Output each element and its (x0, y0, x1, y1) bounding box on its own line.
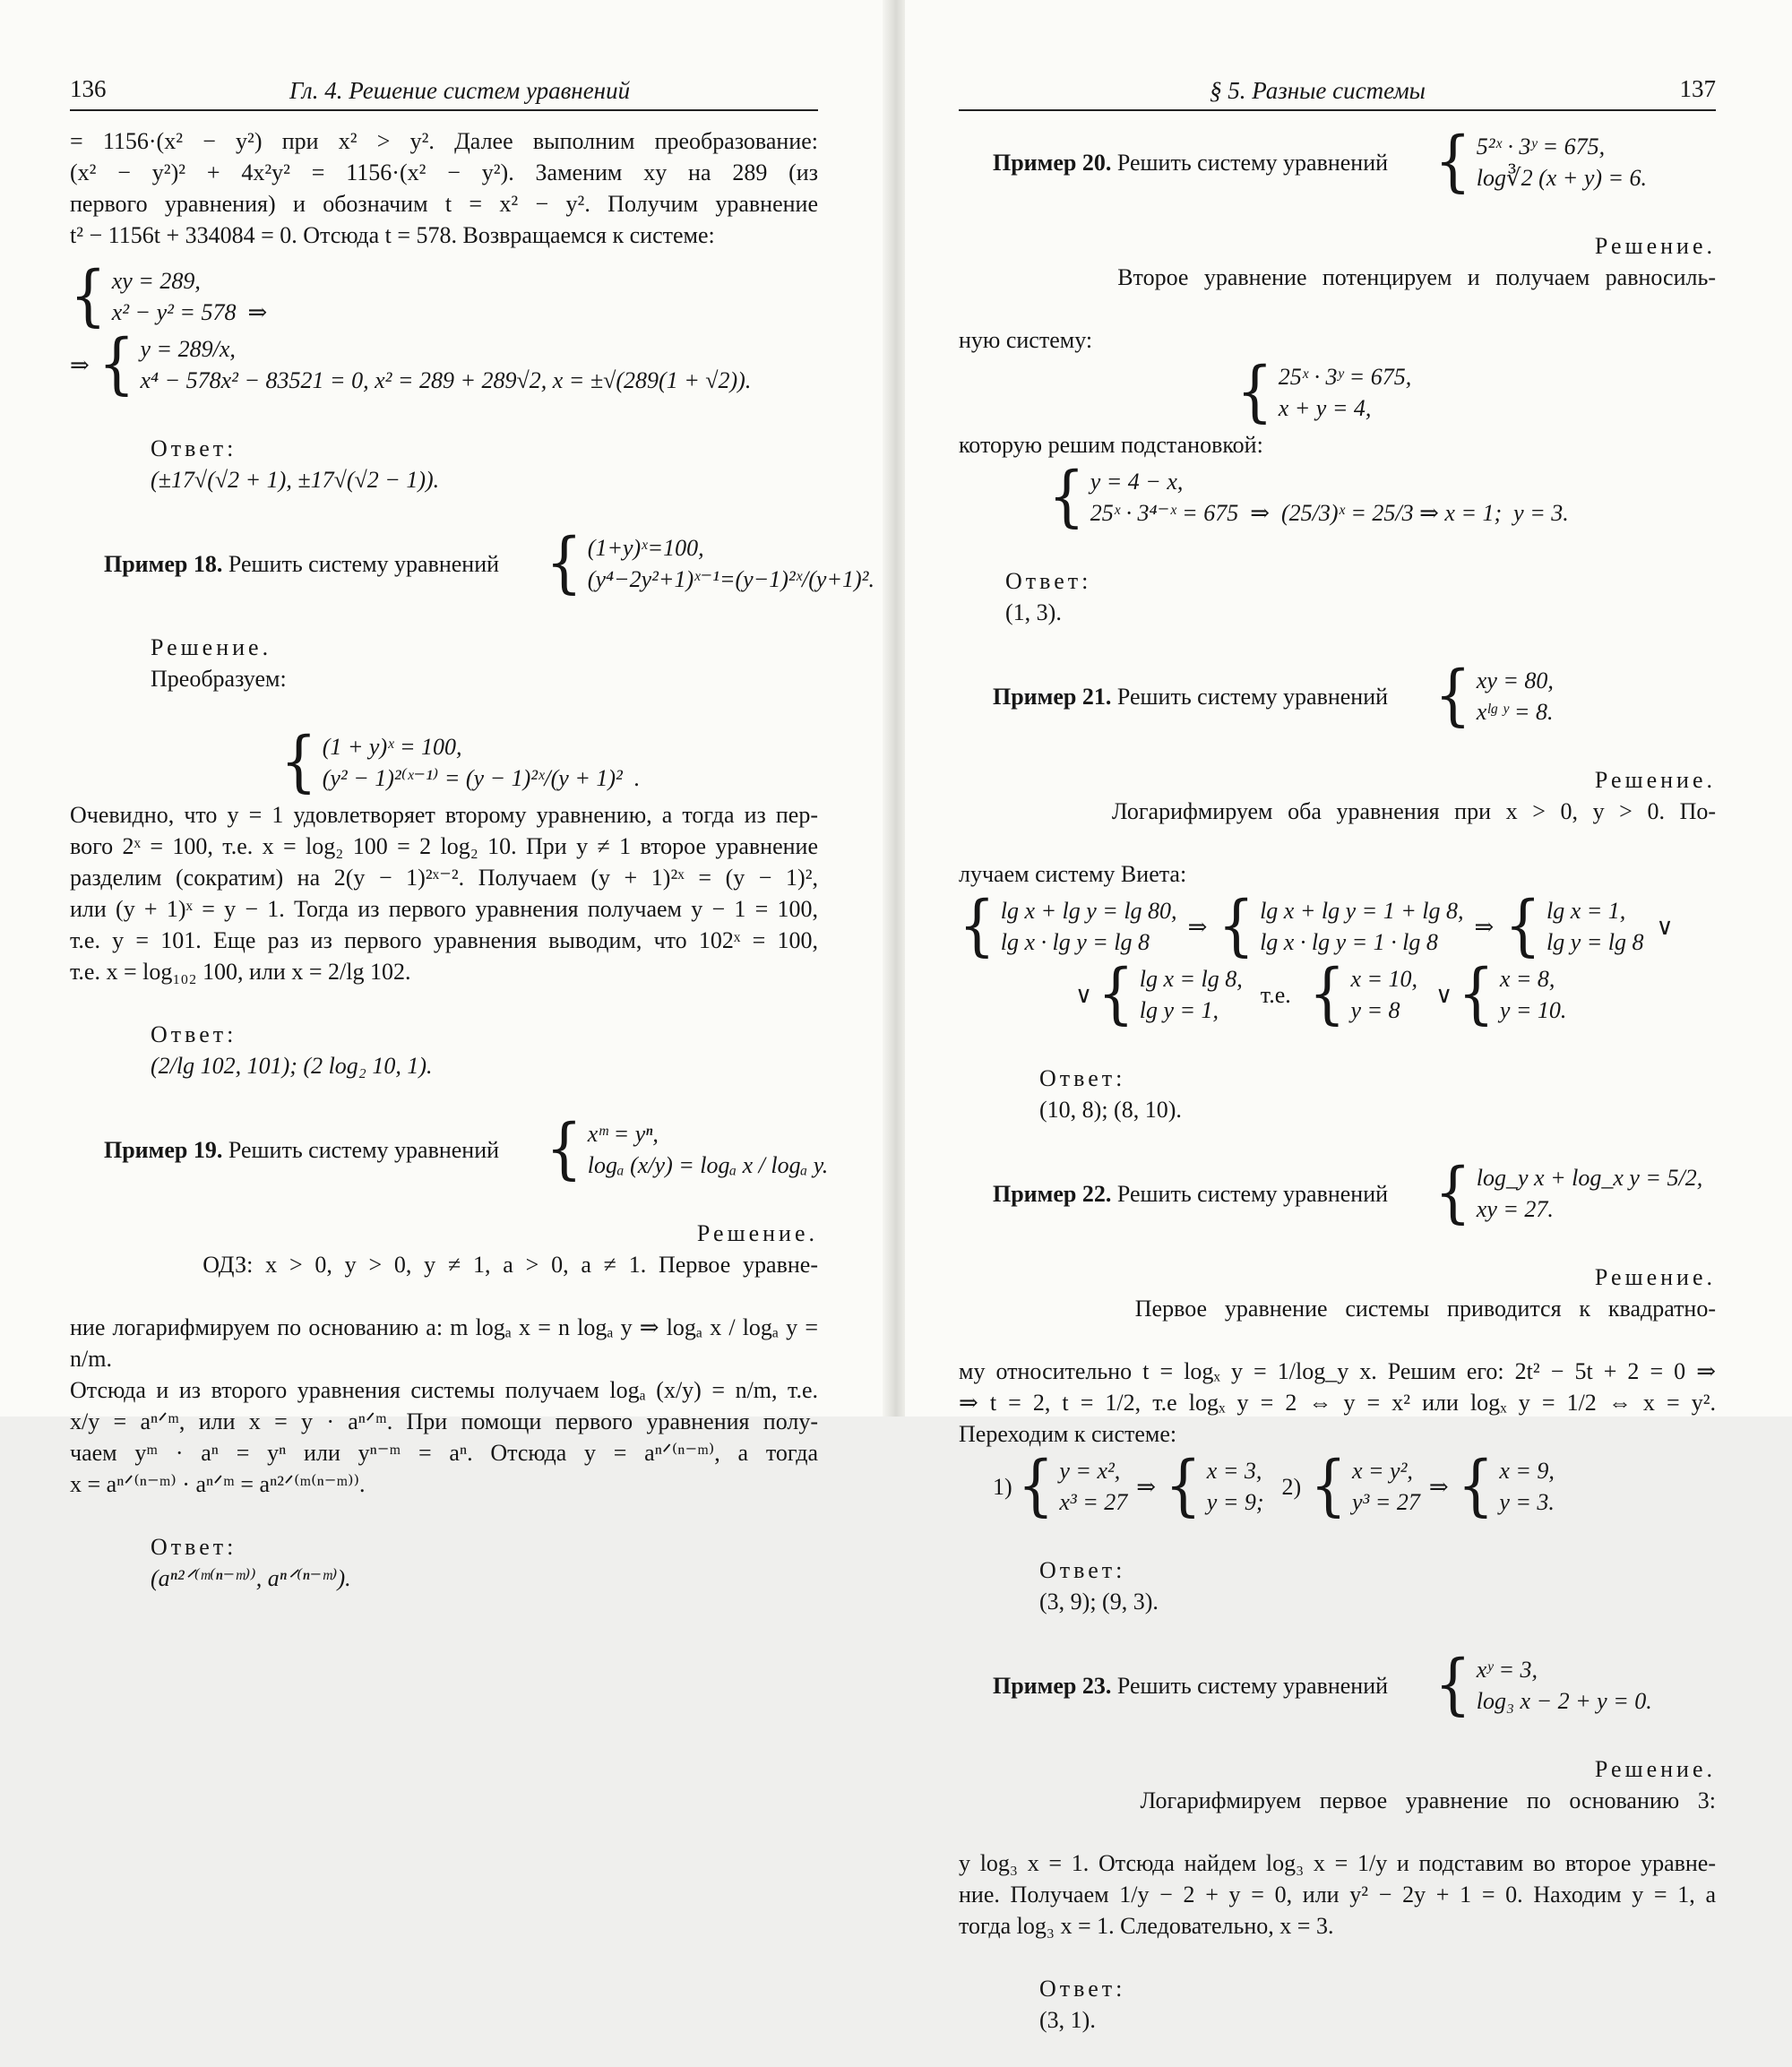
answer-20: Ответ: (1, 3). (1005, 568, 1092, 625)
answer-22: Ответ: (3, 9); (9, 3). (1039, 1557, 1159, 1615)
example-23: Пример 23. Решить систему уравнений { xʸ = 3, log₃ x − 2 + y = 0. (993, 1647, 1652, 1724)
page-number: 136 (70, 75, 107, 102)
answer-23: Ответ: (3, 1). (1039, 1976, 1126, 2033)
example-19: Пример 19. Решить систему уравнений { xᵐ = yⁿ, logₐ (x/y) = logₐ x / logₐ y. (104, 1111, 829, 1188)
example-20: Пример 20. Решить систему уравнений { 5²ˣ · 3ʸ = 675, log∛2 (x + y) = 6. (993, 124, 1648, 201)
example-18: Пример 18. Решить систему уравнений { (1+y)ˣ=100, (y⁴−2y²+1)ˣ⁻¹=(y−1)²ˣ/(y+1)². (104, 525, 874, 602)
text-line: ⇒ t = 2, t = 1/2, т.е logₓ y = 2 ⇔ y = x² или logₓ y = 1/2 ⇔ x = y². (959, 1390, 1716, 1416)
running-title: § 5. Разные системы (1210, 77, 1426, 104)
text-line: т.е. y = 101. Еще раз из первого уравнения выводим, что 102ˣ = 100, (70, 927, 818, 953)
system-1: { xy = 289, x² − y² = 578 ⇒ (70, 258, 268, 335)
left-page-header (70, 75, 818, 111)
text-line: Переходим к системе: (959, 1421, 1177, 1447)
left-page (0, 0, 887, 1591)
solution-22: Решение. Первое уравнение системы приводится к квадратно- (1134, 1264, 1717, 1322)
systems-22: 1) { y = x², x³ = 27 ⇒ { x = 3, y = 9; 2) { x = y², y³ = 27 ⇒ { x = 9, y = 3. (993, 1448, 1555, 1525)
text-line: лучаем систему Виета: (959, 861, 1187, 887)
example-21: Пример 21. Решить систему уравнений { xy = 80, xˡᵍ ʸ = 8. (993, 658, 1554, 735)
system-20c: { y = 4 − x, 25ˣ · 3⁴⁻ˣ = 675 ⇒ (25/3)ˣ = 25/3 ⇒ x = 1; y = 3. (1048, 459, 1569, 536)
example-22: Пример 22. Решить систему уравнений { log_y x + log_x y = 5/2, xy = 27. (993, 1155, 1703, 1232)
text-line: ние. Получаем 1/y − 2 + y = 0, или y² − 2y + 1 = 0. Находим y = 1, а (959, 1882, 1716, 1908)
text-line: вого 2ˣ = 100, т.е. x = log₂ 100 = 2 log₂ 10. При y ≠ 1 второе уравнение (70, 833, 818, 859)
page-number: 137 (1679, 75, 1716, 102)
answer-18: Ответ: (2/lg 102, 101); (2 log₂ 10, 1). (151, 1021, 433, 1079)
text-line: ную систему: (959, 327, 1093, 353)
vieta-systems-row-2: ∨ { lg x = lg 8, lg y = 1, т.е. { x = 10, y = 8 ∨ { x = 8, y = 10. (1075, 956, 1567, 1033)
text-line: му относительно t = logₓ y = 1/log_y x. Решим его: 2t² − 5t + 2 = 0 ⇒ (959, 1358, 1716, 1384)
text-line: разделим (сократим) на 2(y − 1)²ˣ⁻². Получаем (y + 1)²ˣ = (y − 1)², (70, 865, 818, 891)
system-2: ⇒ { y = 289/x, x⁴ − 578x² − 83521 = 0, x² = 289 + 289√2, x = ±√(289(1 + √2)). (70, 326, 752, 403)
text-line: тогда log₃ x = 1. Следовательно, x = 3. (959, 1913, 1334, 1939)
solution-18: Решение. Преобразуем: (151, 634, 287, 692)
vieta-systems-row: { lg x + lg y = lg 80, lg x · lg y = lg 8 ⇒ { lg x + lg y = 1 + lg 8, lg x · lg y = 1 · lg 8 ⇒ { lg x = 1, lg y = lg 8 ∨ (959, 888, 1674, 965)
text-line: или (y + 1)ˣ = y − 1. Тогда из первого уравнения получаем y − 1 = 100, (70, 896, 818, 922)
text-line: x = aⁿᐟ⁽ⁿ⁻ᵐ⁾ · aⁿᐟᵐ = aⁿ²ᐟ⁽ᵐ⁽ⁿ⁻ᵐ⁾⁾. (70, 1471, 366, 1497)
text-line: чаем yᵐ · aⁿ = yⁿ или yⁿ⁻ᵐ = aⁿ. Отсюда y = aⁿᐟ⁽ⁿ⁻ᵐ⁾, а тогда (70, 1440, 818, 1466)
text-line: ние логарифмируем по основанию a: m logₐ x = n logₐ y ⇒ logₐ x / logₐ y = n/m. (70, 1314, 824, 1372)
solution-21: Решение. Логарифмируем оба уравнения при x > 0, y > 0. По- (1111, 767, 1717, 824)
text-line: y log₃ x = 1. Отсюда найдем log₃ x = 1/y и подставим во второе уравне- (959, 1850, 1716, 1876)
answer-17: Ответ: (±17√(√2 + 1), ±17√(√2 − 1)). (151, 435, 440, 493)
right-page (905, 0, 1792, 2033)
answer-19: Ответ: (aⁿ²ᐟ⁽ᵐ⁽ⁿ⁻ᵐ⁾⁾, aⁿᐟ⁽ⁿ⁻ᵐ⁾). (151, 1534, 351, 1591)
text-line: первого уравнения) и обозначим t = x² − y². Получим уравнение (70, 191, 818, 217)
system-18b: { (1 + y)ˣ = 100, (y² − 1)²⁽ˣ⁻¹⁾ = (y − 1)²ˣ/(y + 1)² . (280, 724, 641, 801)
solution-23: Решение. Логарифмируем первое уравнение по основанию 3: (1140, 1756, 1717, 1813)
text-line: Очевидно, что y = 1 удовлетворяет второму уравнению, а тогда из пер- (70, 802, 818, 828)
text-line: t² − 1156t + 334084 = 0. Отсюда t = 578. Возвращаемся к системе: (70, 222, 715, 248)
text-line: Отсюда и из второго уравнения системы получаем logₐ (x/y) = n/m, т.е. (70, 1377, 818, 1403)
solution-20: Решение. Второе уравнение потенцируем и получаем равносиль- (1117, 233, 1716, 290)
text-line: = 1156·(x² − y²) при x² > y². Далее выполним преобразование: (70, 128, 818, 154)
text-line: которую решим подстановкой: (959, 432, 1263, 458)
solution-19: Решение. ОДЗ: x > 0, y > 0, y ≠ 1, a > 0, a ≠ 1. Первое уравне- (202, 1220, 818, 1278)
running-title: Гл. 4. Решение систем уравнений (289, 77, 631, 104)
left-page-body (70, 125, 874, 1625)
right-page-header (959, 75, 1716, 111)
answer-21: Ответ: (10, 8); (8, 10). (1039, 1065, 1182, 1123)
text-line: т.е. x = log₁₀₂ 100, или x = 2/lg 102. (70, 959, 411, 985)
text-line: (x² − y²)² + 4x²y² = 1156·(x² − y²). Заменим xy на 289 (из (70, 159, 818, 185)
system-20b: { 25ˣ · 3ʸ = 675, x + y = 4, (1236, 354, 1412, 431)
text-line: x/y = aⁿᐟᵐ, или x = y · aⁿᐟᵐ. При помощи первого уравнения полу- (70, 1408, 818, 1434)
right-page-body (959, 125, 1716, 2067)
